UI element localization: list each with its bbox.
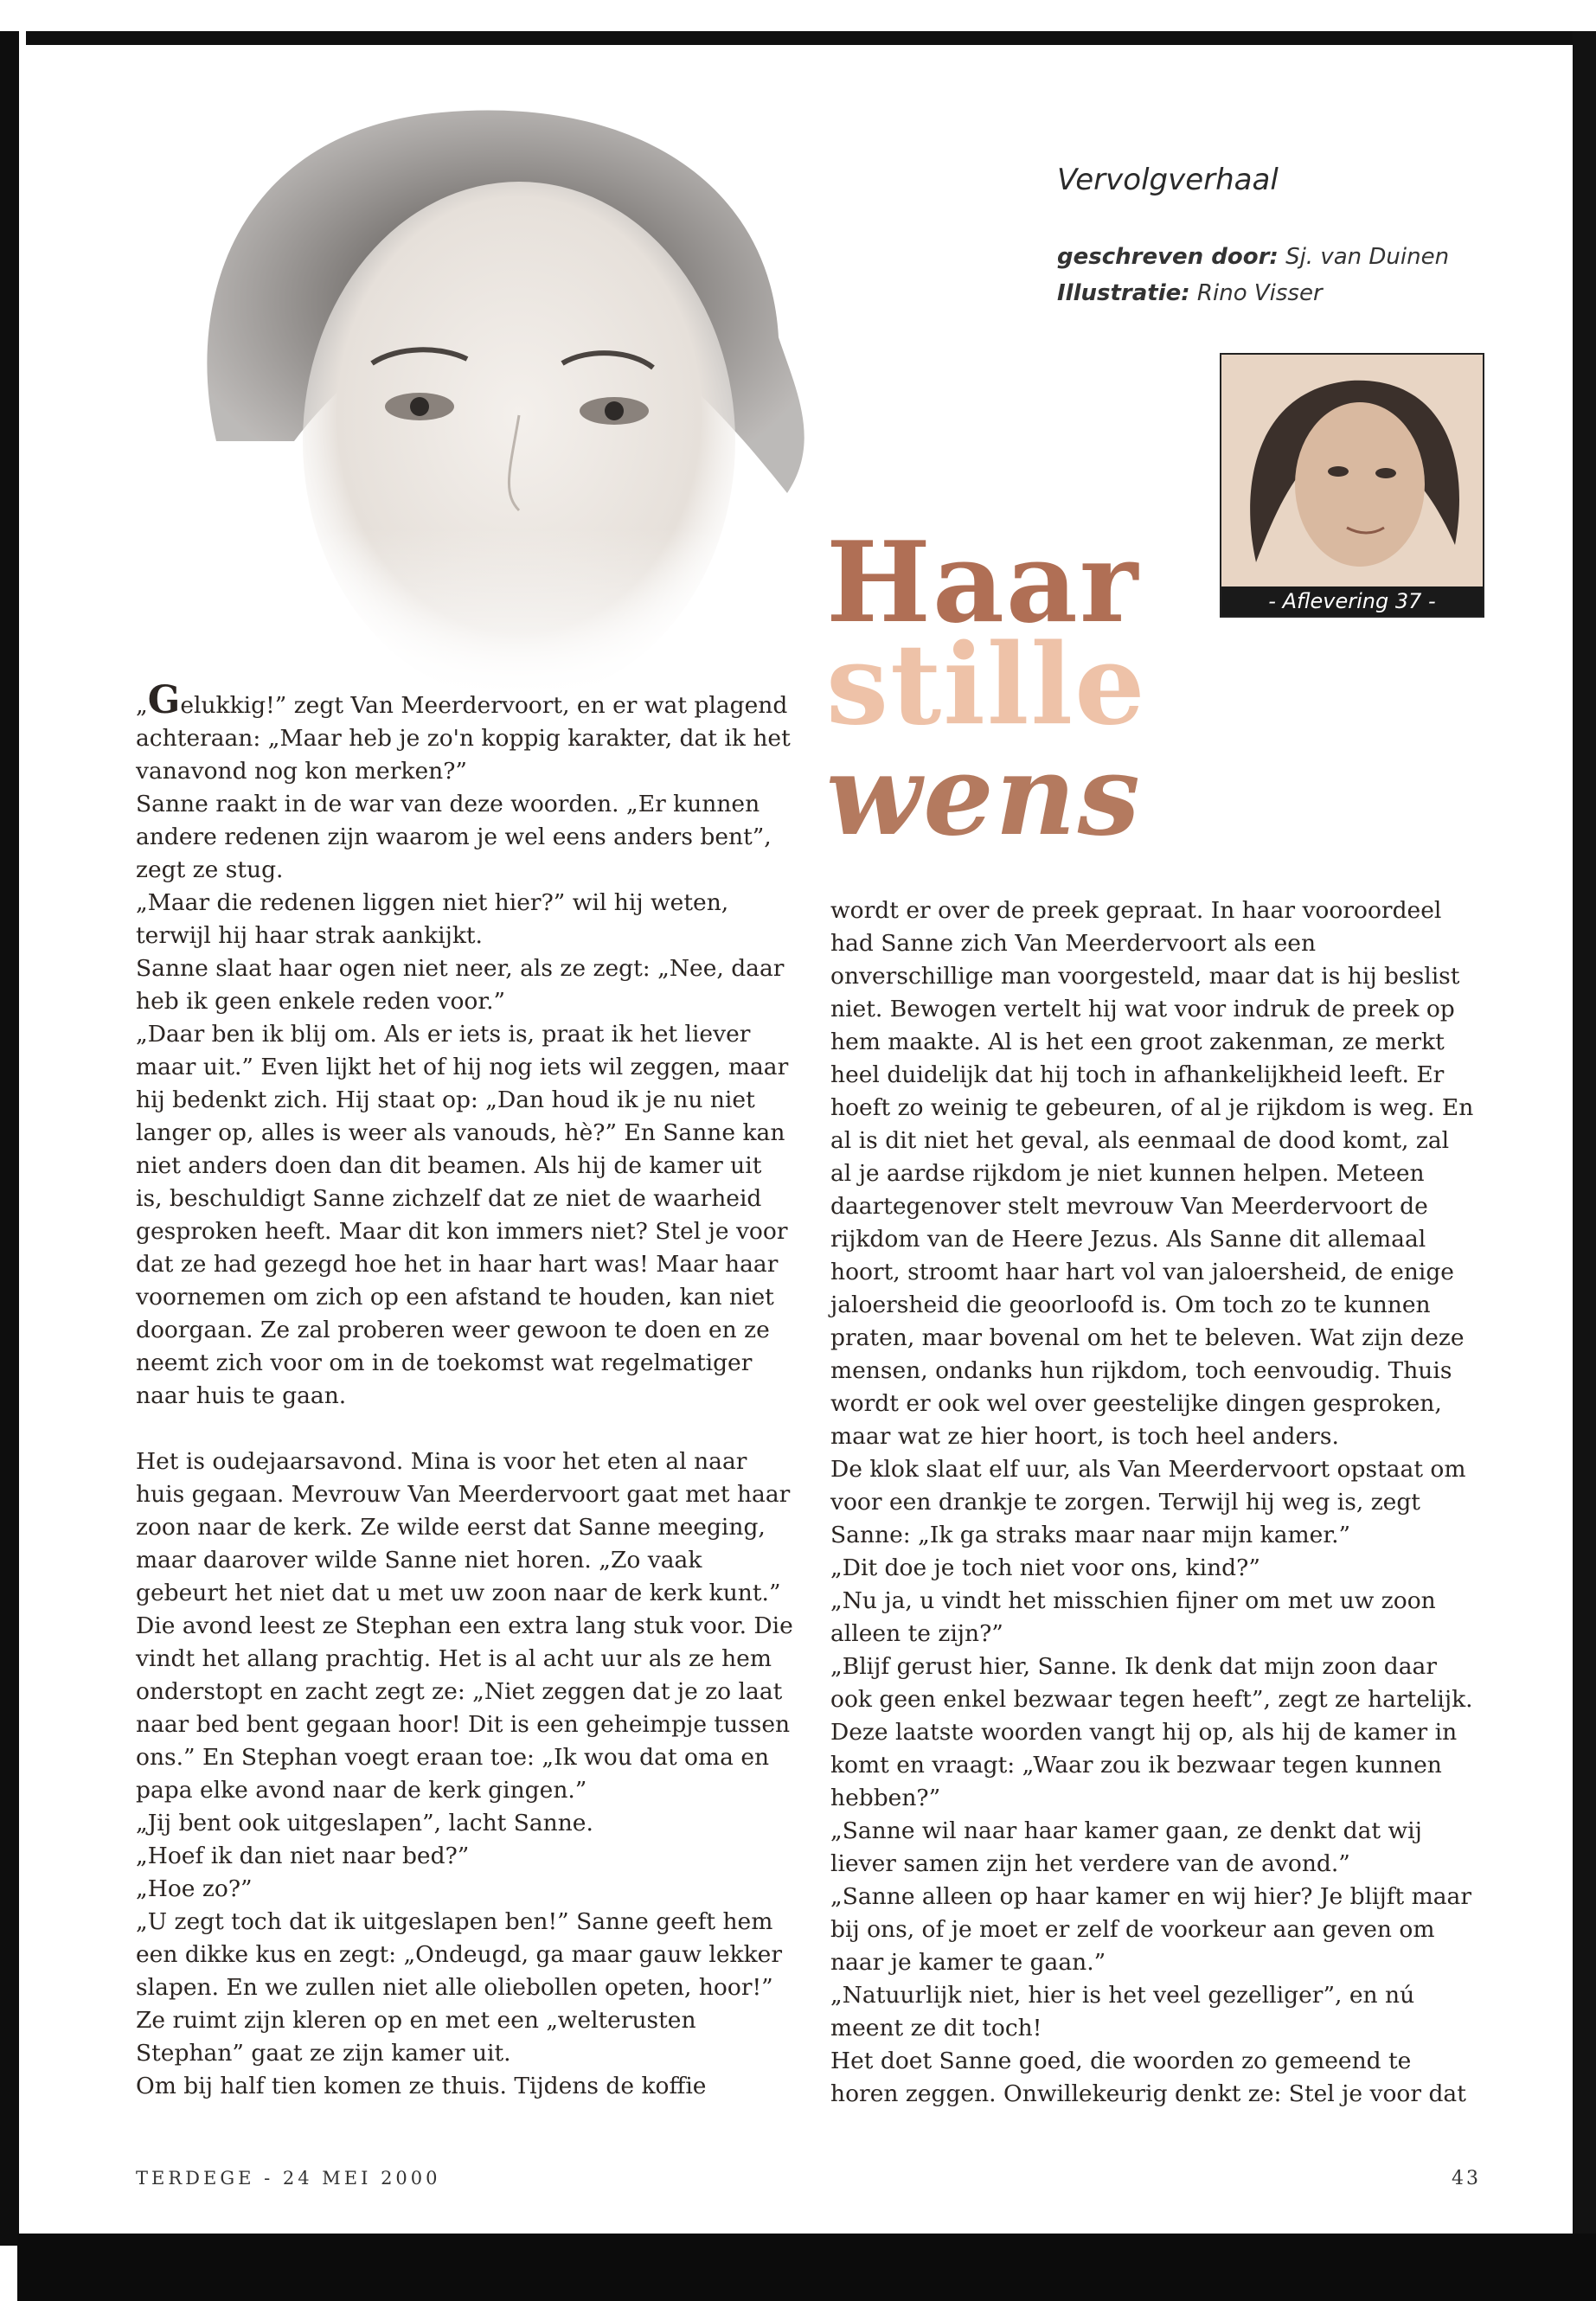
paragraph: De klok slaat elf uur, als Van Meerdervoort opstaat om voor een drankje te zorgen. Terwijl hij weg is, zegt Sanne: „Ik ga straks maar naar mijn kamer.” <box>830 1456 1466 1548</box>
title-line-2: stille <box>826 620 1147 750</box>
episode-thumbnail <box>1220 353 1484 618</box>
paragraph: „Gelukkig!” zegt Van Meerdervoort, en er wat plagend achteraan: „Maar heb je zo'n koppig karakter, dat ik het vanavond nog kon merken?” <box>136 678 791 785</box>
frame-top-bar <box>26 31 1596 45</box>
paragraph: „Dit doe je toch niet voor ons, kind?” <box>830 1554 1260 1581</box>
paragraph: „Jij bent ook uitgeslapen”, lacht Sanne. <box>136 1810 593 1836</box>
paragraph: Sanne raakt in de war van deze woorden. „Er kunnen andere redenen zijn waarom je wel eens anders bent”, zegt ze stug. <box>136 791 772 883</box>
title-line-1: Haar <box>826 518 1140 648</box>
paragraph: „Sanne alleen op haar kamer en wij hier? Je blijft maar bij ons, of je moet er zelf de voorkeur aan geven om naar je kamer te gaan.” <box>830 1883 1472 1976</box>
paragraph: „Daar ben ik blij om. Als er iets is, praat ik het liever maar uit.” Even lijkt het of hij nog iets wil zeggen, maar hij bedenkt zich. Hij staat op: „Dan houd ik je nu niet langer op, alles is weer als vanouds, hè?” En Sanne kan niet anders doen dan dit beamen. Als hij de kamer uit is, beschuldigt Sanne zichzelf dat ze niet de waarheid gesproken heeft. Maar dit kon immers niet? Stel je voor dat ze had gezegd hoe het in haar hart was! Maar haar voornemen om zich op een afstand te houden, kan niet doorgaan. Ze zal proberen weer gewoon te doen en ze neemt zich voor om in de toekomst wat regelmatiger naar huis te gaan. <box>136 1021 789 1409</box>
paragraph: Het doet Sanne goed, die woorden zo gemeend te horen zeggen. Onwillekeurig denkt ze: Stel je voor dat <box>830 2048 1466 2107</box>
paragraph-gap <box>136 1413 793 1445</box>
author-label: geschreven door: <box>1057 244 1279 270</box>
frame-right-bar <box>1573 31 1596 2254</box>
paragraph: „Sanne wil naar haar kamer gaan, ze denkt dat wij liever samen zijn het verdere van de avond.” <box>830 1817 1422 1877</box>
author-credit <box>1057 244 1449 270</box>
illustrator-credit <box>1057 280 1323 306</box>
frame-bottom-bar <box>17 2234 1596 2301</box>
publication-footer: TERDEGE - 24 MEI 2000 <box>136 2168 441 2189</box>
page-number: 43 <box>1452 2168 1481 2189</box>
illustrator-label: Illustratie: <box>1057 280 1190 306</box>
drop-cap: G <box>147 678 181 722</box>
frame-left-bar <box>0 31 19 2246</box>
paragraph: „U zegt toch dat ik uitgeslapen ben!” Sanne geeft hem een dikke kus en zegt: „Ondeugd, ga maar gauw lekker slapen. En we zullen niet alle oliebollen opeten, hoor!” Ze ruimt zijn kleren op en met een „welterusten Stephan” gaat ze zijn kamer uit. <box>136 1908 783 2067</box>
paragraph: „Hoe zo?” <box>136 1875 253 1902</box>
illustrator-name: Rino Visser <box>1196 280 1323 306</box>
paragraph: „Natuurlijk niet, hier is het veel gezelliger”, en nú meent ze dit toch! <box>830 1982 1415 2041</box>
paragraph: Sanne slaat haar ogen niet neer, als ze zegt: „Nee, daar heb ik geen enkele reden voor.” <box>136 955 785 1015</box>
paragraph: „Hoef ik dan niet naar bed?” <box>136 1843 470 1869</box>
thumbnail-portrait <box>1221 355 1483 586</box>
article-column-left <box>136 678 793 2103</box>
paragraph: Het is oudejaarsavond. Mina is voor het eten al naar huis gegaan. Mevrouw Van Meerdervoort gaat met haar zoon naar de kerk. Ze wilde eerst dat Sanne meeging, maar daarover wilde Sanne niet horen. „Zo vaak gebeurt het niet dat u met uw zoon naar de kerk kunt.” Die avond leest ze Stephan een extra lang stuk voor. Die vindt het allang prachtig. Het is al acht uur als ze hem onderstopt en zacht zegt ze: „Niet zeggen dat je zo laat naar bed bent gegaan hoor! Dit is een geheimpje tussen ons.” En Stephan voegt eraan toe: „Ik wou dat oma en papa elke avond naar de kerk gingen.” <box>136 1448 793 1804</box>
portrait-illustration <box>112 78 891 701</box>
paragraph: „Maar die redenen liggen niet hier?” wil hij weten, terwijl hij haar strak aankijkt. <box>136 889 729 949</box>
paragraph: wordt er over de preek gepraat. In haar vooroordeel had Sanne zich Van Meerdervoort als een onverschillige man voorgesteld, maar dat is hij beslist niet. Bewogen vertelt hij wat voor indruk de preek op hem maakte. Al is het een groot zakenman, ze merkt heel duidelijk dat hij toch in afhankelijkheid leeft. Er hoeft zo weinig te gebeuren, of al je rijkdom is weg. En al is dit niet het geval, als eenmaal de dood komt, zal al je aardse rijkdom je niet kunnen helpen. Meteen daartegenover stelt mevrouw Van Meerdervoort de rijkdom van de Heere Jezus. Als Sanne dit allemaal hoort, stroomt haar hart vol van jaloersheid, de enige jaloersheid die geoorloofd is. Om toch zo te kunnen praten, maar bovenal om het te beleven. Wat zijn deze mensen, ondanks hun rijkdom, toch eenvoudig. Thuis wordt er ook wel over geestelijke dingen gesproken, maar wat ze hier hoort, is toch heel anders. <box>830 897 1474 1450</box>
paragraph: Om bij half tien komen ze thuis. Tijdens de koffie <box>136 2073 707 2099</box>
section-kicker: Vervolgverhaal <box>1057 163 1279 197</box>
title-line-3: wens <box>826 731 1142 861</box>
article-column-right <box>830 894 1475 2111</box>
paragraph: „Blijf gerust hier, Sanne. Ik denk dat mijn zoon daar ook geen enkel bezwaar tegen heeft”, zegt ze hartelijk. Deze laatste woorden vangt hij op, als hij de kamer in komt en vraagt: „Waar zou ik bezwaar tegen kunnen hebben?” <box>830 1653 1473 1811</box>
episode-label: - Aflevering 37 - <box>1221 586 1483 616</box>
paragraph: „Nu ja, u vindt het misschien fijner om met uw zoon alleen te zijn?” <box>830 1587 1436 1647</box>
author-name: Sj. van Duinen <box>1285 244 1450 270</box>
